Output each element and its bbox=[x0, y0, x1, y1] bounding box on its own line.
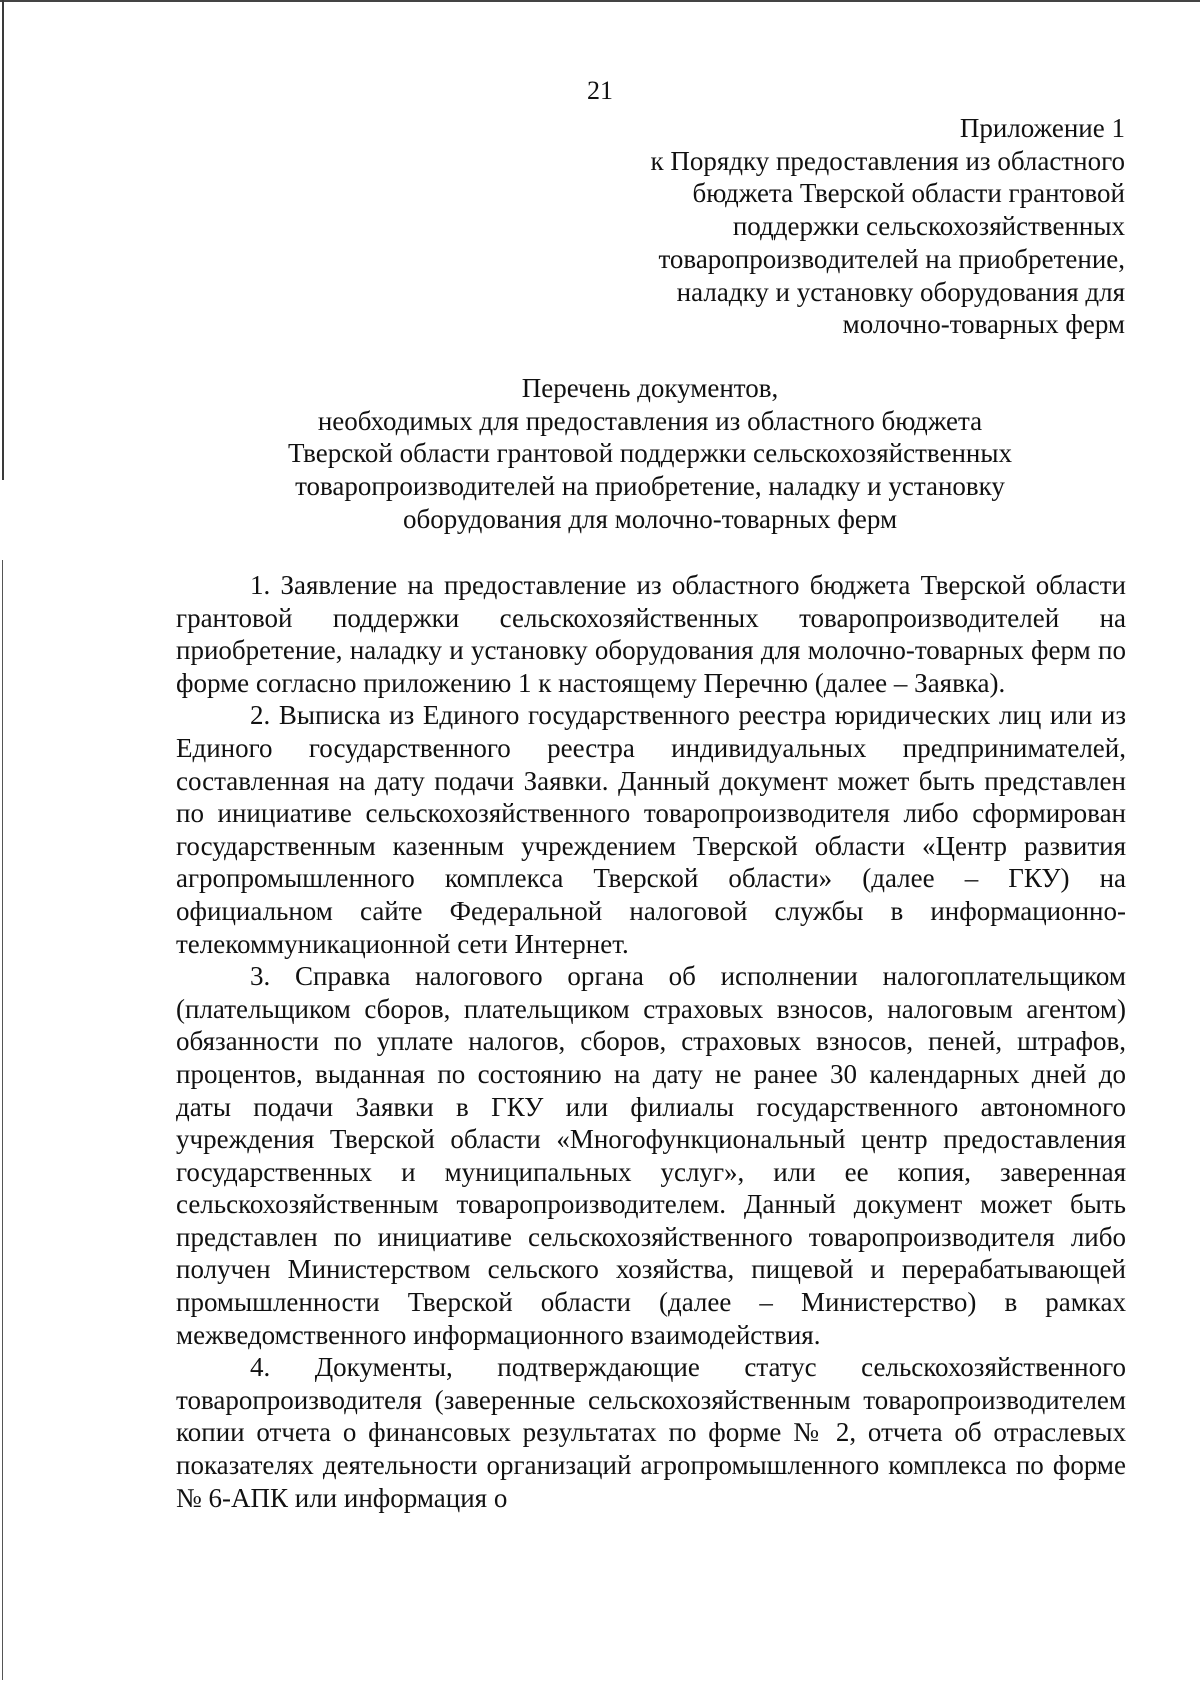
appendix-line: товаропроизводителей на приобретение, bbox=[658, 243, 1125, 274]
scan-edge-left-lower bbox=[2, 560, 3, 1680]
document-body bbox=[176, 569, 1126, 1514]
document-title bbox=[170, 372, 1130, 536]
paragraph-2: 2. Выписка из Единого государственного реестра юридических лиц или из Единого государственного реестра индивидуальных предпринимателей, составленная на дату подачи Заявки. Данный документ может быть представлен по инициативе сельскохозяйственного товаропроизводителя либо сформирован государственным казенным учреждением Тверской области «Центр развития агропромышленного комплекса Тверской области» (далее – ГКУ) на официальном сайте Федеральной налоговой службы в информационно-телекоммуникационной сети Интернет. bbox=[176, 700, 1126, 959]
appendix-line: к Порядку предоставления из областного bbox=[650, 145, 1125, 176]
page-number: 21 bbox=[587, 76, 613, 105]
title-line: оборудования для молочно-товарных ферм bbox=[402, 503, 898, 534]
paragraph-4: 4. Документы, подтверждающие статус сельскохозяйственного товаропроизводителя (заверенные сельскохозяйственным товаропроизводителем копии отчета о финансовых результатах по форме № 2, отчета об отраслевых показателях деятельности организаций агропромышленного комплекса по форме № 6-АПК или информация о bbox=[176, 1352, 1126, 1513]
title-line: необходимых для предоставления из областного бюджета bbox=[317, 405, 983, 436]
appendix-line: поддержки сельскохозяйственных bbox=[732, 211, 1125, 242]
appendix-line: бюджета Тверской области грантовой bbox=[692, 178, 1125, 209]
paragraph-1: 1. Заявление на предоставление из областного бюджета Тверской области грантовой поддержки сельскохозяйственных товаропроизводителей на приобретение, наладку и установку оборудования для молочно-товарных ферм по форме согласно приложению 1 к настоящему Перечню (далее – Заявка). bbox=[176, 570, 1126, 698]
appendix-line: наладку и установку оборудования для bbox=[676, 276, 1125, 307]
title-line: товаропроизводителей на приобретение, наладку и установку bbox=[295, 471, 1005, 502]
appendix-header bbox=[565, 112, 1125, 341]
appendix-line: молочно-товарных ферм bbox=[842, 309, 1125, 340]
title-line: Тверской области грантовой поддержки сельскохозяйственных bbox=[287, 438, 1013, 469]
scan-edge-left bbox=[2, 0, 4, 480]
paragraph-3: 3. Справка налогового органа об исполнении налогоплательщиком (плательщиком сборов, плательщиком страховых взносов, налоговым агентом) обязанности по уплате налогов, сборов, страховых взносов, пеней, штрафов, процентов, выданная по состоянию на дату не ранее 30 календарных дней до даты подачи Заявки в ГКУ или филиалы государственного автономного учреждения Тверской области «Многофункциональный центр предоставления государственных и муниципальных услуг», или ее копия, заверенная сельскохозяйственным товаропроизводителем. Данный документ может быть представлен по инициативе сельскохозяйственного товаропроизводителя либо получен Министерством сельского хозяйства, пищевой и перерабатывающей промышленности Тверской области (далее – Министерство) в рамках межведомственного информационного взаимодействия. bbox=[176, 961, 1126, 1350]
appendix-line: Приложение 1 bbox=[959, 113, 1125, 143]
scan-edge-top bbox=[0, 0, 1200, 2]
title-line: Перечень документов, bbox=[521, 373, 779, 403]
